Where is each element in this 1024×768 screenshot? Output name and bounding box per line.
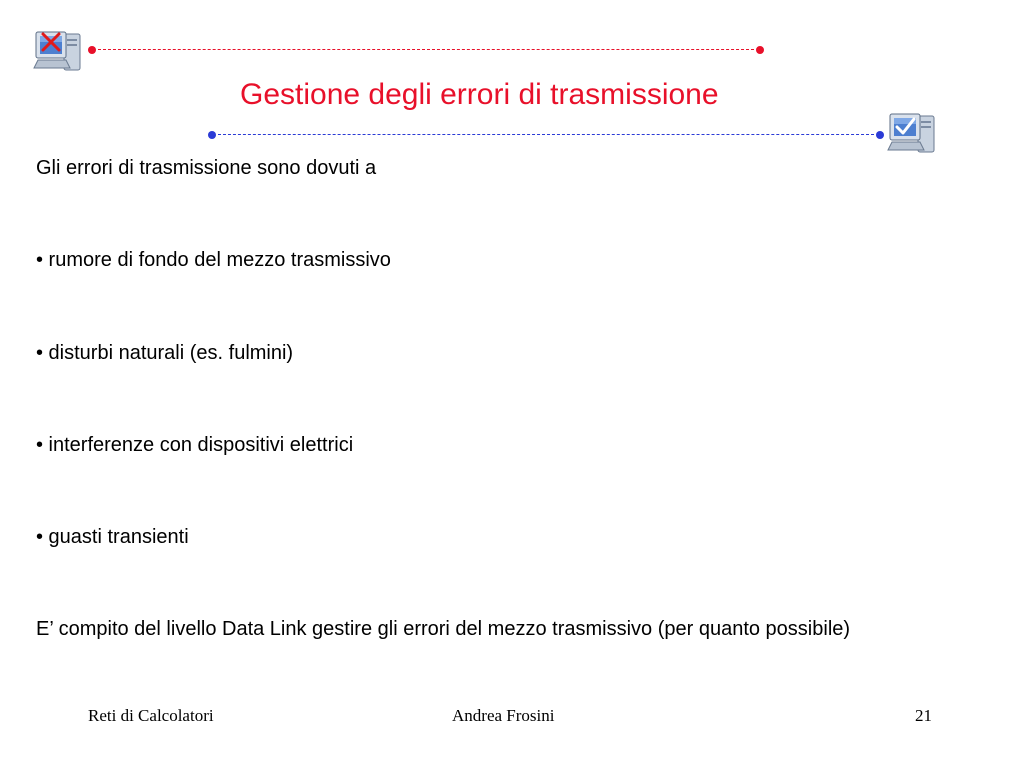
red-dashed-connector — [88, 46, 764, 54]
footer-author: Andrea Frosini — [452, 706, 555, 725]
bullet-item: • disturbi naturali (es. fulmini) — [36, 342, 294, 364]
bullet-item: • guasti transienti — [36, 526, 189, 548]
computer-error-icon — [32, 26, 84, 74]
footer-course: Reti di Calcolatori — [88, 706, 214, 725]
slide-title: Gestione degli errori di trasmissione — [240, 78, 719, 111]
blue-dashed-connector — [208, 131, 884, 139]
connector-dot — [208, 131, 216, 139]
intro-text: Gli errori di trasmissione sono dovuti a — [36, 157, 377, 179]
conclusion-text: E’ compito del livello Data Link gestire gli errori del mezzo trasmissivo (per quanto possibile) — [36, 618, 851, 640]
computer-ok-icon — [886, 110, 938, 158]
dashed-line — [98, 49, 754, 50]
connector-dot — [88, 46, 96, 54]
page-number: 21 — [915, 706, 932, 725]
bullet-item: • interferenze con dispositivi elettrici — [36, 434, 354, 456]
dashed-line — [218, 134, 874, 135]
bullet-item: • rumore di fondo del mezzo trasmissivo — [36, 249, 391, 271]
connector-dot — [876, 131, 884, 139]
connector-dot — [756, 46, 764, 54]
